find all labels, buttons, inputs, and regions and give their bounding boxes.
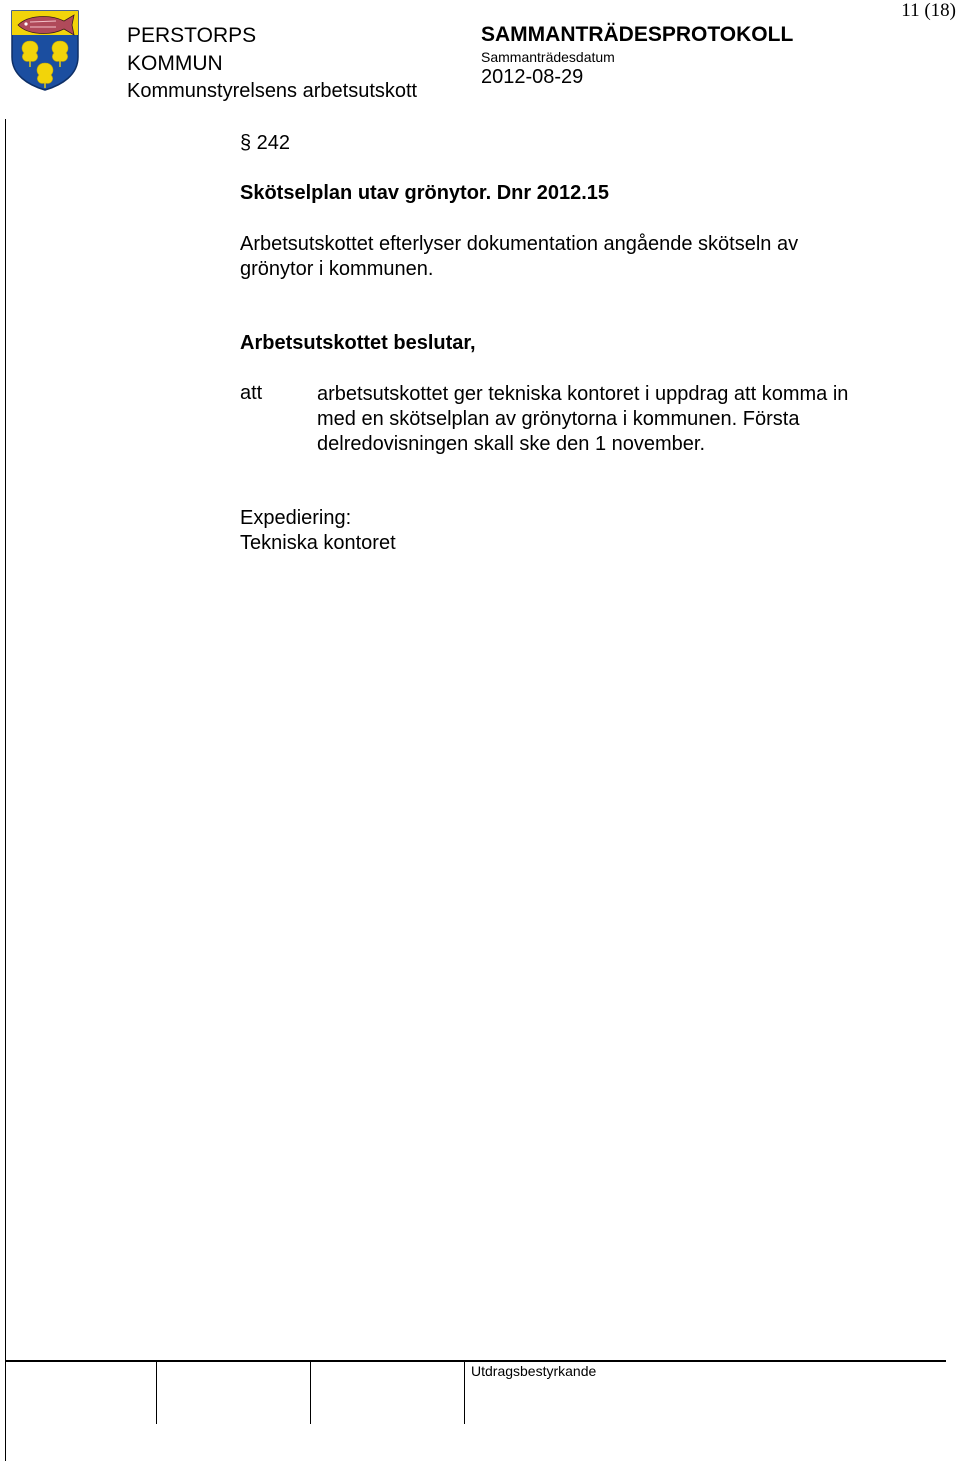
intro-text: Arbetsutskottet efterlyser dokumentation angående skötseln av grönytor i kommunen. [240,233,799,280]
decision-prefix: att [240,382,263,404]
certification-label: Utdragsbestyrkande [471,1363,597,1379]
page-number: 11 (18) [901,0,956,21]
paragraph-number: § 242 [240,132,291,154]
footer-rule [5,1360,946,1362]
section-heading: Skötselplan utav grönytor. Dnr 2012.15 [240,182,610,204]
signature-cell-divider [156,1362,157,1424]
document-title: SAMMANTRÄDESPROTOKOLL [481,23,794,46]
decision-text: arbetsutskottet ger tekniska kontoret i uppdrag att komma in med en skötselplan av grönytorna i kommunen. Första delredovisningen skall ske den 1 november. [317,383,849,455]
meeting-date: 2012-08-29 [481,66,584,88]
decision-heading: Arbetsutskottet beslutar, [240,332,476,354]
distribution-recipient: Tekniska kontoret [240,532,396,554]
distribution-label: Expediering: [240,507,352,529]
committee-name: Kommunstyrelsens arbetsutskott [127,80,418,102]
org-name-line1: PERSTORPS [127,24,257,47]
org-name-line2: KOMMUN [127,52,223,75]
signature-cell-divider [310,1362,311,1424]
coat-of-arms-icon [10,9,80,91]
left-margin-rule [5,119,6,1461]
signature-cell-divider [464,1362,465,1424]
meeting-date-label: Sammanträdesdatum [481,49,615,65]
